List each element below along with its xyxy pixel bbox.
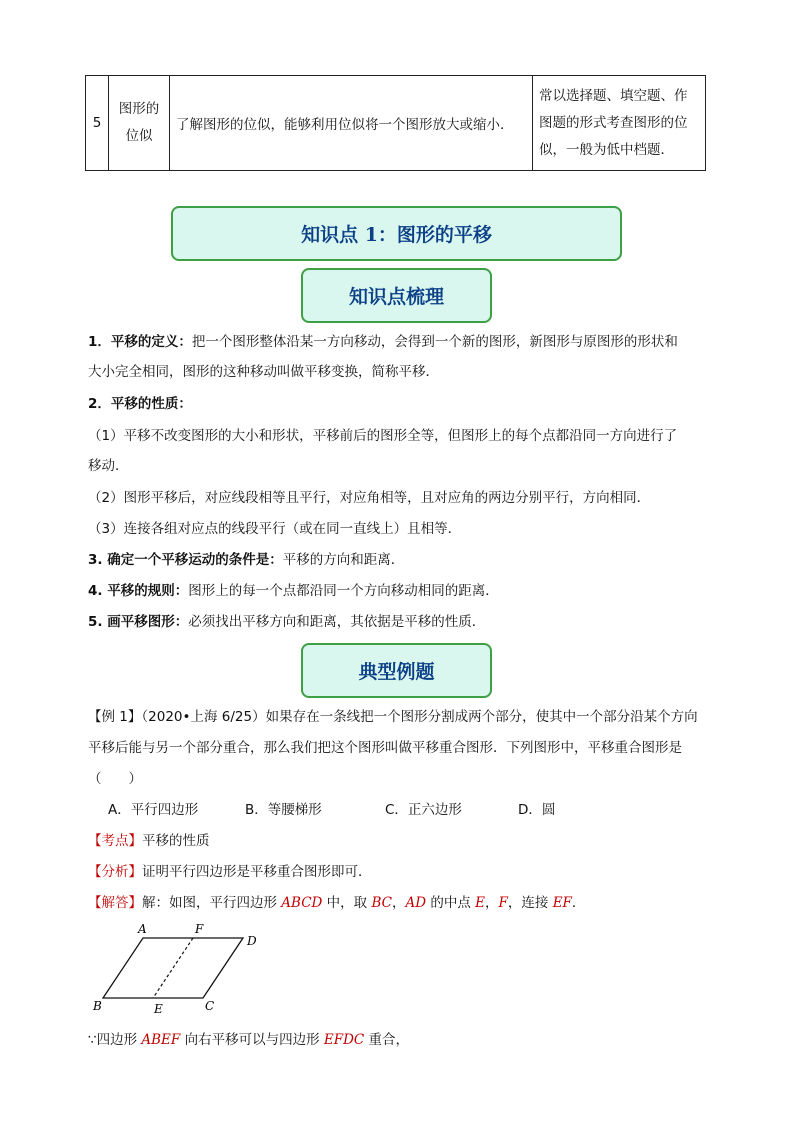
conclusion-text: 重合，: [364, 1032, 410, 1048]
drawing-label: 5. 画平移图形：: [88, 614, 189, 630]
jieda-text: 中，取: [322, 895, 372, 911]
section-banner-review: 知识点梳理: [301, 268, 492, 323]
example-line-2: 平移后能与另一个部分重合，那么我们把这个图形叫做平移重合图形．下列图形中，平移重合图形是: [88, 740, 682, 756]
property-item: （1）平移不改变图形的大小和形状，平移前后的图形全等，但图形上的每个点都沿同一方向进行了: [88, 428, 678, 444]
parallelogram-shape: [103, 938, 243, 998]
section-banner-examples: 典型例题: [301, 643, 492, 698]
example-line: [88, 707, 698, 727]
condition-line: [88, 550, 404, 570]
jieda-text: ，: [485, 895, 499, 911]
note-line: 似，一般为低中档题．: [539, 141, 674, 158]
table-row: [86, 76, 706, 171]
segment-ef: [153, 938, 193, 998]
definition-label: 1．平移的定义：: [88, 334, 192, 350]
rule-label: 4. 平移的规则：: [88, 583, 189, 599]
jieda-text: 的中点: [426, 895, 476, 911]
kaodian-label: 【考点】: [88, 833, 142, 849]
condition-text: 平移的方向和距离．: [282, 552, 405, 568]
jieda-text: ，: [391, 895, 406, 911]
math-ad: AD: [405, 895, 427, 911]
jieda-text: ．: [571, 895, 586, 911]
topic-cell: [109, 76, 170, 171]
fenxi-label: 【分析】: [88, 864, 142, 880]
jieda-text: 解：如图，平行四边形: [142, 895, 282, 911]
drawing-line: [88, 612, 485, 632]
conclusion-line: [88, 1030, 409, 1050]
conclusion-text: 向右平移可以与四边形: [180, 1032, 324, 1048]
label-d: D: [247, 934, 257, 948]
topic-line: 位似: [125, 128, 153, 144]
math-efdc: EFDC: [323, 1032, 365, 1048]
label-c: C: [205, 999, 215, 1013]
option-b: B．等腰梯形: [245, 802, 322, 818]
definition-line-2: 大小完全相同，图形的这种移动叫做平移变换，简称平移．: [88, 364, 439, 380]
option-d: D．圆: [518, 802, 556, 818]
definition-line: [88, 332, 678, 352]
math-e: E: [475, 895, 486, 911]
jieda-text: ，连接: [507, 895, 553, 911]
rule-text: 图形上的每一个点都沿同一个方向移动相同的距离．: [188, 583, 499, 599]
conclusion-text: ∵四边形: [88, 1032, 142, 1048]
math-bc: BC: [371, 895, 392, 911]
example-tag: 【例 1】: [88, 709, 142, 725]
property-item: （3）连接各组对应点的线段平行（或在同一直线上）且相等．: [88, 521, 462, 537]
note-cell: [533, 76, 706, 171]
definition-text: 把一个图形整体沿某一方向移动，会得到一个新的图形，新图形与原图形的形状和: [191, 334, 678, 350]
example-text: （2020•上海 6/25）如果存在一条线把一个图形分割成两个部分，使其中一个部分沿某个方向: [141, 709, 698, 725]
properties-label: 2．平移的性质：: [88, 396, 192, 412]
jieda-line: [88, 893, 585, 913]
math-abef: ABEF: [141, 1032, 181, 1048]
math-ef: EF: [552, 895, 572, 911]
section-banner-kp1: 知识点 1：图形的平移: [171, 206, 622, 261]
content-cell: 了解图形的位似，能够利用位似将一个图形放大或缩小．: [170, 76, 533, 171]
label-b: B: [93, 999, 102, 1013]
label-a: A: [138, 922, 147, 936]
note-line: 图题的形式考查图形的位: [539, 114, 688, 131]
example-blank: （ ）: [88, 771, 142, 787]
note-line: 常以选择题、填空题、作: [539, 87, 688, 104]
topic-line: 图形的: [118, 101, 160, 117]
jieda-label: 【解答】: [88, 895, 142, 911]
row-number: 5: [86, 76, 109, 171]
label-f: F: [195, 922, 204, 936]
option-a: A．平行四边形: [108, 802, 199, 818]
math-f: F: [498, 895, 508, 911]
condition-label: 3. 确定一个平移运动的条件是：: [88, 552, 283, 568]
property-item: （2）图形平移后，对应线段相等且平行，对应角相等，且对应角的两边分别平行，方向相同．: [88, 490, 651, 506]
property-item-cont: 移动．: [88, 458, 129, 474]
rule-line: [88, 581, 499, 601]
requirements-table: [85, 75, 706, 171]
math-abcd: ABCD: [281, 895, 323, 911]
option-c: C．正六边形: [385, 802, 462, 818]
parallelogram-figure: [88, 918, 278, 1018]
fenxi-text: 证明平行四边形是平移重合图形即可．: [142, 864, 372, 880]
kaodian-line: [88, 831, 210, 851]
label-e: E: [154, 1002, 163, 1016]
fenxi-line: [88, 862, 372, 882]
kaodian-text: 平移的性质: [142, 833, 210, 849]
drawing-text: 必须找出平移方向和距离，其依据是平移的性质．: [188, 614, 486, 630]
